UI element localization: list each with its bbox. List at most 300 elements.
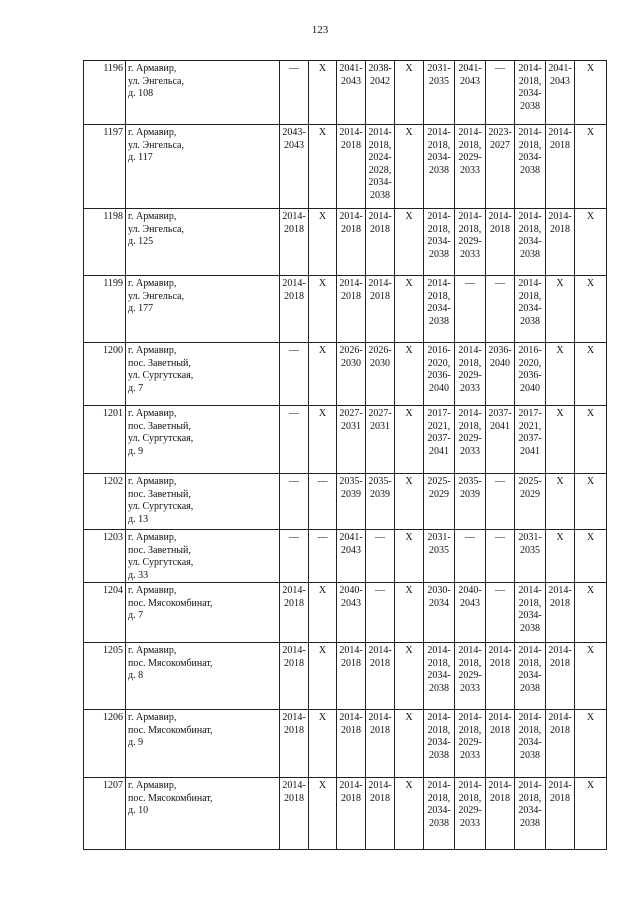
period-line: 2027- bbox=[368, 408, 392, 419]
period-line: 2038 bbox=[520, 100, 540, 112]
address-cell bbox=[126, 530, 280, 583]
period-line: Х bbox=[586, 63, 595, 74]
period-line: 2038 bbox=[370, 189, 390, 201]
address-line: пос. Мясокомбинат, bbox=[128, 597, 213, 609]
period-line: 2041 bbox=[520, 445, 540, 457]
period-line: 2014- bbox=[368, 780, 392, 791]
period-line: 2014- bbox=[339, 278, 363, 289]
period-line: 2038 bbox=[520, 164, 540, 176]
period-line: 2018, bbox=[427, 290, 451, 302]
period-line: 2014- bbox=[458, 211, 482, 222]
period-line: 2034- bbox=[427, 805, 451, 816]
address-line: ул. Сургутская, bbox=[128, 370, 194, 381]
period-line: 2017- bbox=[427, 408, 451, 419]
period-cell bbox=[486, 406, 515, 474]
period-line: 2043 bbox=[460, 597, 480, 609]
period-line: Х bbox=[405, 408, 413, 419]
table-row bbox=[84, 710, 607, 778]
period-line: 2018 bbox=[550, 597, 570, 609]
row-number: 1198 bbox=[84, 209, 126, 276]
period-cell bbox=[486, 61, 515, 125]
period-cell bbox=[366, 643, 395, 710]
period-cell bbox=[515, 583, 546, 643]
period-line: — bbox=[495, 585, 505, 596]
period-line: 2014- bbox=[282, 780, 306, 791]
period-line: Х bbox=[586, 532, 595, 543]
period-cell bbox=[309, 209, 337, 276]
period-line: 2018 bbox=[490, 724, 510, 736]
period-line: 2018, bbox=[458, 357, 482, 369]
row-number: 1200 bbox=[84, 343, 126, 406]
period-line: 2018 bbox=[550, 792, 570, 804]
period-line: Х bbox=[318, 127, 327, 138]
period-line: 2018 bbox=[284, 223, 304, 235]
period-line: 2014- bbox=[458, 127, 482, 138]
address-cell bbox=[126, 474, 280, 530]
address-line: пос. Мясокомбинат, bbox=[128, 724, 213, 736]
period-line: 2018, bbox=[427, 657, 451, 669]
period-line: 2014- bbox=[548, 780, 572, 791]
period-line: 2018 bbox=[490, 657, 510, 669]
period-line: 2018, bbox=[518, 75, 542, 87]
period-cell bbox=[395, 276, 424, 343]
period-line: — bbox=[495, 278, 505, 289]
period-line: 2018 bbox=[550, 724, 570, 736]
period-line: Х bbox=[586, 408, 595, 419]
period-cell bbox=[280, 474, 309, 530]
period-line: 2014- bbox=[518, 211, 542, 222]
address-line: г. Армавир, bbox=[128, 780, 177, 791]
period-line: 2018 bbox=[490, 223, 510, 235]
period-cell bbox=[486, 125, 515, 209]
period-line: 2014- bbox=[488, 211, 512, 222]
period-cell bbox=[486, 474, 515, 530]
repair-schedule-table bbox=[83, 60, 607, 850]
address-cell bbox=[126, 125, 280, 209]
address-line: д. 9 bbox=[128, 737, 144, 748]
period-cell bbox=[455, 643, 486, 710]
address-line: г. Армавир, bbox=[128, 127, 177, 138]
period-cell bbox=[337, 343, 366, 406]
period-line: — bbox=[317, 532, 328, 543]
period-cell bbox=[424, 778, 455, 850]
period-cell bbox=[309, 710, 337, 778]
period-line: 2014- bbox=[339, 211, 363, 222]
period-line: 2034- bbox=[518, 737, 542, 748]
period-cell bbox=[546, 530, 575, 583]
period-line: 2018 bbox=[370, 724, 390, 736]
period-line: 2029- bbox=[458, 236, 482, 247]
period-cell bbox=[455, 710, 486, 778]
address-line: г. Армавир, bbox=[128, 278, 177, 289]
period-line: Х bbox=[405, 476, 413, 487]
period-line: 2018 bbox=[341, 657, 361, 669]
period-line: 2033 bbox=[460, 749, 480, 761]
period-line: 2034- bbox=[518, 152, 542, 163]
period-line: 2034 bbox=[429, 597, 449, 609]
period-line: 2018 bbox=[341, 139, 361, 151]
period-cell bbox=[515, 343, 546, 406]
period-cell bbox=[280, 61, 309, 125]
period-line: Х bbox=[318, 780, 327, 791]
period-line: 2039 bbox=[370, 488, 390, 500]
period-line: 2020, bbox=[518, 357, 542, 369]
address-cell bbox=[126, 276, 280, 343]
period-line: 2029 bbox=[520, 488, 540, 500]
period-cell bbox=[575, 643, 607, 710]
period-line: Х bbox=[586, 345, 595, 356]
period-line: 2014- bbox=[368, 278, 392, 289]
address-line: д. 177 bbox=[128, 303, 154, 314]
address-line: д. 10 bbox=[128, 805, 149, 816]
period-line: 2034- bbox=[518, 303, 542, 314]
period-line: 2040 bbox=[429, 382, 449, 394]
period-cell bbox=[337, 710, 366, 778]
period-cell bbox=[424, 125, 455, 209]
period-line: 2018, bbox=[458, 792, 482, 804]
period-line: 2033 bbox=[460, 445, 480, 457]
period-line: 2014- bbox=[458, 345, 482, 356]
period-line: — bbox=[289, 408, 299, 419]
period-line: 2014- bbox=[488, 780, 512, 791]
period-line: 2014- bbox=[427, 645, 451, 656]
period-line: 2040- bbox=[458, 585, 482, 596]
address-line: д. 8 bbox=[128, 670, 144, 681]
period-cell bbox=[424, 343, 455, 406]
period-line: 2033 bbox=[460, 382, 480, 394]
period-line: Х bbox=[405, 645, 413, 656]
address-line: г. Армавир, bbox=[128, 712, 177, 723]
period-line: 2027- bbox=[339, 408, 363, 419]
period-cell bbox=[455, 343, 486, 406]
period-cell bbox=[337, 643, 366, 710]
period-line: 2014- bbox=[339, 127, 363, 138]
address-line: г. Армавир, bbox=[128, 585, 177, 596]
period-line: — bbox=[289, 63, 299, 74]
period-cell bbox=[575, 125, 607, 209]
period-line: 2014- bbox=[458, 645, 482, 656]
period-line: 2038 bbox=[520, 749, 540, 761]
period-cell bbox=[515, 209, 546, 276]
period-line: 2014- bbox=[548, 585, 572, 596]
period-cell bbox=[546, 406, 575, 474]
period-cell bbox=[309, 643, 337, 710]
period-cell bbox=[546, 125, 575, 209]
period-cell bbox=[515, 530, 546, 583]
period-cell bbox=[575, 474, 607, 530]
period-line: 2018 bbox=[370, 792, 390, 804]
period-line: 2014- bbox=[339, 780, 363, 791]
period-line: 2030 bbox=[341, 357, 361, 369]
period-cell bbox=[455, 406, 486, 474]
period-line: 2033 bbox=[460, 248, 480, 260]
period-line: 2014- bbox=[488, 712, 512, 723]
address-cell bbox=[126, 61, 280, 125]
period-line: Х bbox=[586, 211, 595, 222]
period-line: Х bbox=[405, 585, 413, 596]
period-cell bbox=[309, 778, 337, 850]
period-line: 2018, bbox=[518, 792, 542, 804]
period-cell bbox=[455, 530, 486, 583]
period-cell bbox=[424, 474, 455, 530]
period-line: 2029 bbox=[429, 488, 449, 500]
period-line: 2033 bbox=[460, 164, 480, 176]
period-line: 2029- bbox=[458, 433, 482, 444]
address-cell bbox=[126, 778, 280, 850]
period-line: Х bbox=[318, 211, 327, 222]
period-cell bbox=[546, 276, 575, 343]
address-cell bbox=[126, 643, 280, 710]
period-line: Х bbox=[405, 278, 413, 289]
period-line: 2014- bbox=[518, 712, 542, 723]
period-line: 2014- bbox=[518, 63, 542, 74]
period-line: 2038 bbox=[520, 622, 540, 634]
table-row bbox=[84, 125, 607, 209]
period-cell bbox=[366, 209, 395, 276]
period-line: 2034- bbox=[427, 737, 451, 748]
period-cell bbox=[424, 710, 455, 778]
period-cell bbox=[546, 61, 575, 125]
period-cell bbox=[395, 583, 424, 643]
address-line: пос. Заветный, bbox=[128, 544, 191, 556]
table-row bbox=[84, 61, 607, 125]
address-line: д. 7 bbox=[128, 382, 144, 394]
period-cell bbox=[575, 406, 607, 474]
address-cell bbox=[126, 710, 280, 778]
period-line: 2018 bbox=[370, 223, 390, 235]
period-line: Х bbox=[586, 780, 595, 791]
period-cell bbox=[486, 530, 515, 583]
period-line: 2018, bbox=[518, 724, 542, 736]
period-cell bbox=[366, 406, 395, 474]
address-line: д. 7 bbox=[128, 610, 144, 621]
period-line: 2018, bbox=[518, 139, 542, 151]
period-cell bbox=[455, 125, 486, 209]
period-line: 2018 bbox=[490, 792, 510, 804]
period-cell bbox=[309, 343, 337, 406]
period-cell bbox=[309, 61, 337, 125]
period-cell bbox=[366, 276, 395, 343]
period-cell bbox=[280, 125, 309, 209]
period-line: 2034- bbox=[518, 805, 542, 816]
period-line: 2018 bbox=[341, 290, 361, 302]
period-line: 2014- bbox=[518, 278, 542, 289]
address-line: г. Армавир, bbox=[128, 408, 177, 419]
period-line: Х bbox=[405, 211, 413, 222]
period-line: — bbox=[495, 532, 505, 543]
period-cell bbox=[515, 406, 546, 474]
address-line: г. Армавир, bbox=[128, 645, 177, 656]
address-line: ул. Сургутская, bbox=[128, 501, 194, 512]
period-line: 2026- bbox=[368, 345, 392, 356]
period-cell bbox=[486, 343, 515, 406]
period-line: 2018, bbox=[427, 724, 451, 736]
period-line: 2038 bbox=[429, 817, 449, 829]
period-line: 2043 bbox=[284, 139, 304, 151]
period-line: 2014- bbox=[339, 712, 363, 723]
address-line: г. Армавир, bbox=[128, 345, 177, 356]
period-line: — bbox=[375, 585, 385, 596]
period-line: Х bbox=[586, 476, 595, 487]
period-cell bbox=[366, 583, 395, 643]
period-cell bbox=[575, 343, 607, 406]
period-cell bbox=[515, 778, 546, 850]
period-cell bbox=[546, 343, 575, 406]
period-cell bbox=[515, 710, 546, 778]
period-line: 2035- bbox=[339, 476, 363, 487]
address-line: ул. Сургутская, bbox=[128, 557, 194, 568]
period-line: 2031- bbox=[427, 532, 451, 543]
period-line: 2018, bbox=[427, 139, 451, 151]
address-cell bbox=[126, 209, 280, 276]
address-line: пос. Заветный, bbox=[128, 488, 191, 500]
period-cell bbox=[309, 530, 337, 583]
address-line: д. 13 bbox=[128, 513, 149, 525]
period-line: Х bbox=[318, 645, 327, 656]
period-line: 2035 bbox=[429, 544, 449, 556]
period-line: — bbox=[465, 532, 475, 543]
period-line: Х bbox=[318, 585, 327, 596]
period-line: 2034- bbox=[427, 236, 451, 247]
period-line: 2039 bbox=[460, 488, 480, 500]
period-cell bbox=[515, 643, 546, 710]
period-cell bbox=[515, 474, 546, 530]
period-line: 2031 bbox=[370, 420, 390, 432]
period-cell bbox=[575, 61, 607, 125]
period-line: 2018 bbox=[284, 597, 304, 609]
period-cell bbox=[366, 530, 395, 583]
period-cell bbox=[455, 583, 486, 643]
address-line: пос. Заветный, bbox=[128, 357, 191, 369]
period-line: 2028, bbox=[368, 164, 392, 176]
period-line: Х bbox=[556, 476, 564, 487]
period-cell bbox=[280, 343, 309, 406]
period-line: 2018, bbox=[458, 657, 482, 669]
period-line: — bbox=[465, 278, 475, 289]
period-line: 2038 bbox=[429, 248, 449, 260]
period-line: 2014- bbox=[368, 645, 392, 656]
row-number: 1204 bbox=[84, 583, 126, 643]
period-line: 2014- bbox=[368, 211, 392, 222]
period-cell bbox=[455, 276, 486, 343]
period-cell bbox=[424, 406, 455, 474]
period-line: 2014- bbox=[339, 645, 363, 656]
row-number: 1203 bbox=[84, 530, 126, 583]
period-line: 2038 bbox=[520, 682, 540, 694]
period-line: 2017- bbox=[518, 408, 542, 419]
period-cell bbox=[424, 276, 455, 343]
period-line: 2018, bbox=[458, 223, 482, 235]
period-line: Х bbox=[405, 345, 413, 356]
address-line: ул. Энгельса, bbox=[128, 139, 184, 151]
period-cell bbox=[309, 583, 337, 643]
table-row bbox=[84, 643, 607, 710]
address-line: г. Армавир, bbox=[128, 476, 177, 487]
period-line: — bbox=[495, 476, 505, 487]
period-line: 2041- bbox=[548, 63, 572, 74]
period-cell bbox=[424, 643, 455, 710]
period-line: 2025- bbox=[518, 476, 542, 487]
period-line: — bbox=[289, 476, 299, 487]
period-line: 2014- bbox=[282, 712, 306, 723]
period-line: 2039 bbox=[341, 488, 361, 500]
period-cell bbox=[280, 778, 309, 850]
period-cell bbox=[280, 583, 309, 643]
address-cell bbox=[126, 583, 280, 643]
period-cell bbox=[337, 209, 366, 276]
period-line: 2018 bbox=[341, 223, 361, 235]
period-line: 2034- bbox=[427, 303, 451, 314]
period-line: 2031- bbox=[518, 532, 542, 543]
address-cell bbox=[126, 343, 280, 406]
period-line: 2018, bbox=[518, 290, 542, 302]
period-cell bbox=[424, 209, 455, 276]
period-line: 2018, bbox=[458, 420, 482, 432]
row-number: 1207 bbox=[84, 778, 126, 850]
period-cell bbox=[366, 343, 395, 406]
period-cell bbox=[366, 61, 395, 125]
period-line: 2018, bbox=[458, 724, 482, 736]
table-row bbox=[84, 474, 607, 530]
row-number: 1196 bbox=[84, 61, 126, 125]
period-line: Х bbox=[318, 345, 327, 356]
address-line: д. 33 bbox=[128, 569, 149, 581]
period-line: 2018 bbox=[550, 139, 570, 151]
period-cell bbox=[337, 530, 366, 583]
period-cell bbox=[575, 276, 607, 343]
period-line: 2038 bbox=[520, 817, 540, 829]
period-line: — bbox=[289, 345, 299, 356]
period-line: 2018, bbox=[427, 223, 451, 235]
period-line: — bbox=[495, 63, 505, 74]
period-line: 2018 bbox=[341, 792, 361, 804]
period-cell bbox=[395, 343, 424, 406]
period-line: 2023- bbox=[488, 127, 512, 138]
address-line: д. 117 bbox=[128, 152, 153, 163]
row-number: 1197 bbox=[84, 125, 126, 209]
period-cell bbox=[424, 61, 455, 125]
period-line: 2014- bbox=[458, 408, 482, 419]
period-line: 2018 bbox=[284, 724, 304, 736]
period-line: 2018 bbox=[370, 657, 390, 669]
period-cell bbox=[366, 710, 395, 778]
period-line: 2043 bbox=[341, 544, 361, 556]
table-row bbox=[84, 276, 607, 343]
period-line: Х bbox=[586, 712, 595, 723]
period-line: 2018, bbox=[518, 597, 542, 609]
row-number: 1206 bbox=[84, 710, 126, 778]
period-line: 2014- bbox=[518, 780, 542, 791]
period-line: 2029- bbox=[458, 805, 482, 816]
period-cell bbox=[395, 710, 424, 778]
period-line: 2043 bbox=[341, 597, 361, 609]
period-line: Х bbox=[556, 345, 564, 356]
period-line: 2043 bbox=[341, 75, 361, 87]
period-line: — bbox=[375, 532, 385, 543]
period-cell bbox=[575, 530, 607, 583]
period-line: 2018 bbox=[284, 290, 304, 302]
table-row bbox=[84, 406, 607, 474]
period-line: 2040 bbox=[490, 357, 510, 369]
period-line: 2034- bbox=[427, 670, 451, 681]
period-cell bbox=[366, 474, 395, 530]
table-row bbox=[84, 583, 607, 643]
period-line: 2036- bbox=[518, 370, 542, 381]
period-line: 2031- bbox=[427, 63, 451, 74]
period-cell bbox=[455, 209, 486, 276]
period-line: 2038 bbox=[429, 682, 449, 694]
period-line: 2014- bbox=[458, 712, 482, 723]
